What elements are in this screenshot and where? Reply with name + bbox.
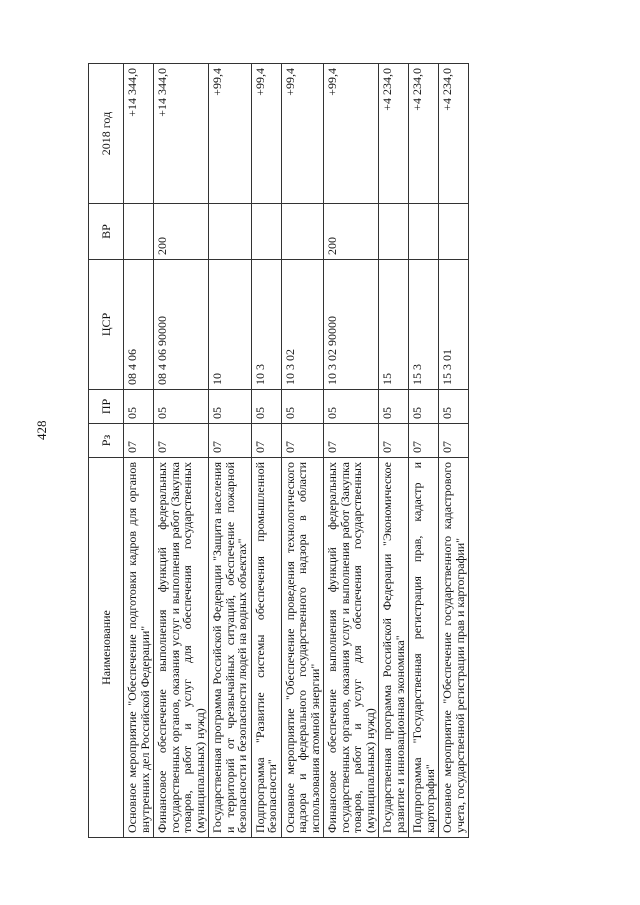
row-vr: 200 — [154, 204, 209, 260]
row-rz: 07 — [379, 424, 409, 458]
row-vr — [379, 204, 409, 260]
row-csr: 10 — [209, 260, 252, 390]
table-header-row — [89, 64, 124, 838]
row-amount: +4 234,0 — [379, 64, 409, 204]
row-vr — [124, 204, 154, 260]
table-row — [251, 64, 281, 838]
header-name: Наименование — [89, 458, 124, 838]
table-row — [209, 64, 252, 838]
row-rz: 07 — [124, 424, 154, 458]
row-rz: 07 — [439, 424, 469, 458]
row-name: Государственная программа Российской Федерации "Защита населения и территорий от чрезвычайных ситуаций, обеспечение пожарной безопасности и безопасности людей на водных объектах" — [209, 458, 252, 838]
table-row — [439, 64, 469, 838]
row-csr: 08 4 06 90000 — [154, 260, 209, 390]
header-pr: ПР — [89, 390, 124, 424]
row-name: Подпрограмма "Развитие системы обеспечения промышленной безопасности" — [251, 458, 281, 838]
row-pr: 05 — [439, 390, 469, 424]
row-name: Финансовое обеспечение выполнения функций федеральных государственных органов, оказания услуг и выполнения работ (Закупка товаров, работ и услуг для обеспечения государственных (муниципальных) нужд) — [154, 458, 209, 838]
row-pr: 05 — [409, 390, 439, 424]
table-row — [379, 64, 409, 838]
row-rz: 07 — [409, 424, 439, 458]
row-csr: 10 3 02 90000 — [324, 260, 379, 390]
table-row — [124, 64, 154, 838]
row-csr: 15 — [379, 260, 409, 390]
row-rz: 07 — [251, 424, 281, 458]
row-pr: 05 — [281, 390, 324, 424]
row-pr: 05 — [154, 390, 209, 424]
page-number: 428 — [34, 420, 49, 440]
row-csr: 10 3 — [251, 260, 281, 390]
row-csr: 08 4 06 — [124, 260, 154, 390]
row-pr: 05 — [251, 390, 281, 424]
row-rz: 07 — [281, 424, 324, 458]
row-amount: +14 344,0 — [154, 64, 209, 204]
budget-table — [88, 63, 469, 838]
row-pr: 05 — [124, 390, 154, 424]
row-pr: 05 — [209, 390, 252, 424]
row-amount: +99,4 — [281, 64, 324, 204]
row-amount: +99,4 — [251, 64, 281, 204]
header-vr: ВР — [89, 204, 124, 260]
row-vr — [251, 204, 281, 260]
row-amount: +4 234,0 — [439, 64, 469, 204]
row-csr: 10 3 02 — [281, 260, 324, 390]
row-amount: +4 234,0 — [409, 64, 439, 204]
table-row — [409, 64, 439, 838]
row-vr — [439, 204, 469, 260]
row-vr: 200 — [324, 204, 379, 260]
header-year: 2018 год — [89, 64, 124, 204]
row-name: Основное мероприятие "Обеспечение государственного кадастрового учета, государственной регистрации прав и картографии" — [439, 458, 469, 838]
budget-table-container — [88, 64, 585, 838]
table-row — [281, 64, 324, 838]
row-pr: 05 — [379, 390, 409, 424]
row-name: Подпрограмма "Государственная регистрация прав, кадастр и картография" — [409, 458, 439, 838]
row-vr — [409, 204, 439, 260]
row-rz: 07 — [209, 424, 252, 458]
row-amount: +14 344,0 — [124, 64, 154, 204]
row-rz: 07 — [324, 424, 379, 458]
row-vr — [209, 204, 252, 260]
table-row — [324, 64, 379, 838]
header-rz: Рз — [89, 424, 124, 458]
row-amount: +99,4 — [209, 64, 252, 204]
row-pr: 05 — [324, 390, 379, 424]
row-name: Финансовое обеспечение выполнения функций федеральных государственных органов, оказания услуг и выполнения работ (Закупка товаров, работ и услуг для обеспечения государственных (муниципальных) нужд) — [324, 458, 379, 838]
row-csr: 15 3 01 — [439, 260, 469, 390]
row-rz: 07 — [154, 424, 209, 458]
row-name: Основное мероприятие "Обеспечение подготовки кадров для органов внутренних дел Российской Федерации" — [124, 458, 154, 838]
table-row — [154, 64, 209, 838]
header-csr: ЦСР — [89, 260, 124, 390]
row-csr: 15 3 — [409, 260, 439, 390]
row-name: Государственная программа Российской Федерации "Экономическое развитие и инновационная экономика" — [379, 458, 409, 838]
row-name: Основное мероприятие "Обеспечение проведения технологического надзора и федерального государственного надзора в области использования атомной энергии" — [281, 458, 324, 838]
row-amount: +99,4 — [324, 64, 379, 204]
row-vr — [281, 204, 324, 260]
